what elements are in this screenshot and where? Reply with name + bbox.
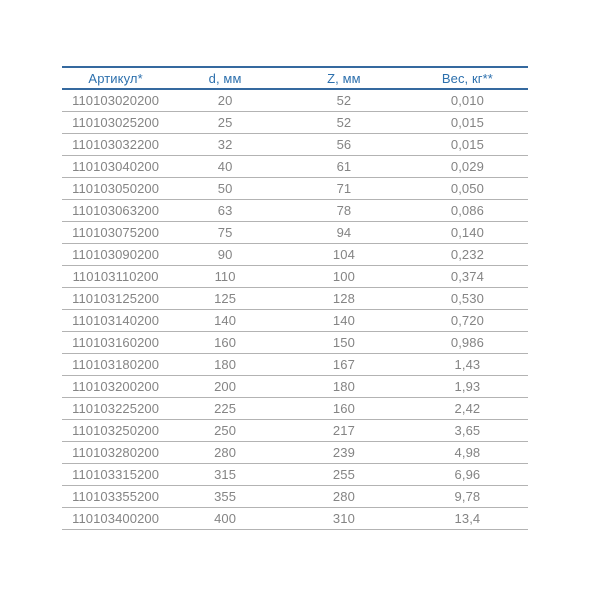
cell-d: 125 [169,288,281,310]
column-header-article: Артикул* [62,67,169,89]
cell-d: 75 [169,222,281,244]
cell-article: 110103250200 [62,420,169,442]
cell-article: 110103050200 [62,178,169,200]
table-header [62,67,528,89]
table-row [62,332,528,354]
table-row [62,354,528,376]
cell-weight: 9,78 [407,486,528,508]
cell-weight: 0,010 [407,89,528,112]
cell-article: 110103140200 [62,310,169,332]
column-header-weight: Вес, кг** [407,67,528,89]
cell-weight: 3,65 [407,420,528,442]
table-row [62,89,528,112]
cell-weight: 13,4 [407,508,528,530]
cell-z: 52 [281,112,407,134]
table-row [62,442,528,464]
cell-d: 25 [169,112,281,134]
cell-weight: 0,720 [407,310,528,332]
cell-weight: 0,140 [407,222,528,244]
cell-d: 90 [169,244,281,266]
table-row [62,310,528,332]
cell-z: 71 [281,178,407,200]
cell-d: 63 [169,200,281,222]
cell-z: 78 [281,200,407,222]
table-body [62,89,528,530]
cell-d: 400 [169,508,281,530]
cell-d: 250 [169,420,281,442]
cell-d: 160 [169,332,281,354]
cell-d: 200 [169,376,281,398]
cell-article: 110103280200 [62,442,169,464]
cell-article: 110103025200 [62,112,169,134]
cell-z: 217 [281,420,407,442]
product-spec-table [62,66,528,530]
table-row [62,376,528,398]
cell-weight: 0,015 [407,112,528,134]
cell-z: 56 [281,134,407,156]
cell-d: 32 [169,134,281,156]
cell-z: 94 [281,222,407,244]
cell-weight: 0,986 [407,332,528,354]
cell-article: 110103020200 [62,89,169,112]
column-header-z: Z, мм [281,67,407,89]
table-row [62,398,528,420]
cell-weight: 1,43 [407,354,528,376]
table-row [62,420,528,442]
table-header-row [62,67,528,89]
cell-d: 50 [169,178,281,200]
cell-article: 110103180200 [62,354,169,376]
cell-article: 110103110200 [62,266,169,288]
cell-d: 20 [169,89,281,112]
cell-article: 110103075200 [62,222,169,244]
cell-d: 180 [169,354,281,376]
cell-weight: 0,015 [407,134,528,156]
cell-article: 110103400200 [62,508,169,530]
cell-d: 40 [169,156,281,178]
cell-z: 128 [281,288,407,310]
column-header-d: d, мм [169,67,281,89]
table-row [62,486,528,508]
cell-z: 104 [281,244,407,266]
cell-d: 225 [169,398,281,420]
cell-article: 110103090200 [62,244,169,266]
cell-z: 160 [281,398,407,420]
table-row [62,244,528,266]
cell-article: 110103355200 [62,486,169,508]
cell-article: 110103125200 [62,288,169,310]
cell-weight: 6,96 [407,464,528,486]
cell-weight: 1,93 [407,376,528,398]
table-row [62,508,528,530]
cell-d: 355 [169,486,281,508]
cell-z: 255 [281,464,407,486]
cell-d: 315 [169,464,281,486]
cell-weight: 4,98 [407,442,528,464]
cell-article: 110103032200 [62,134,169,156]
cell-article: 110103160200 [62,332,169,354]
cell-weight: 0,086 [407,200,528,222]
cell-z: 280 [281,486,407,508]
cell-article: 110103200200 [62,376,169,398]
cell-weight: 0,374 [407,266,528,288]
cell-z: 239 [281,442,407,464]
cell-z: 52 [281,89,407,112]
table-row [62,464,528,486]
cell-d: 140 [169,310,281,332]
cell-weight: 0,232 [407,244,528,266]
table-row [62,222,528,244]
cell-weight: 0,050 [407,178,528,200]
table-row [62,134,528,156]
table-row [62,288,528,310]
cell-z: 150 [281,332,407,354]
cell-z: 140 [281,310,407,332]
cell-weight: 2,42 [407,398,528,420]
cell-article: 110103315200 [62,464,169,486]
cell-weight: 0,029 [407,156,528,178]
cell-d: 280 [169,442,281,464]
cell-article: 110103040200 [62,156,169,178]
table-row [62,112,528,134]
cell-article: 110103225200 [62,398,169,420]
table-row [62,156,528,178]
cell-d: 110 [169,266,281,288]
cell-z: 100 [281,266,407,288]
cell-z: 167 [281,354,407,376]
cell-z: 180 [281,376,407,398]
table-row [62,200,528,222]
table-row [62,178,528,200]
spec-table-container [62,66,528,530]
cell-z: 310 [281,508,407,530]
cell-article: 110103063200 [62,200,169,222]
table-row [62,266,528,288]
cell-z: 61 [281,156,407,178]
cell-weight: 0,530 [407,288,528,310]
